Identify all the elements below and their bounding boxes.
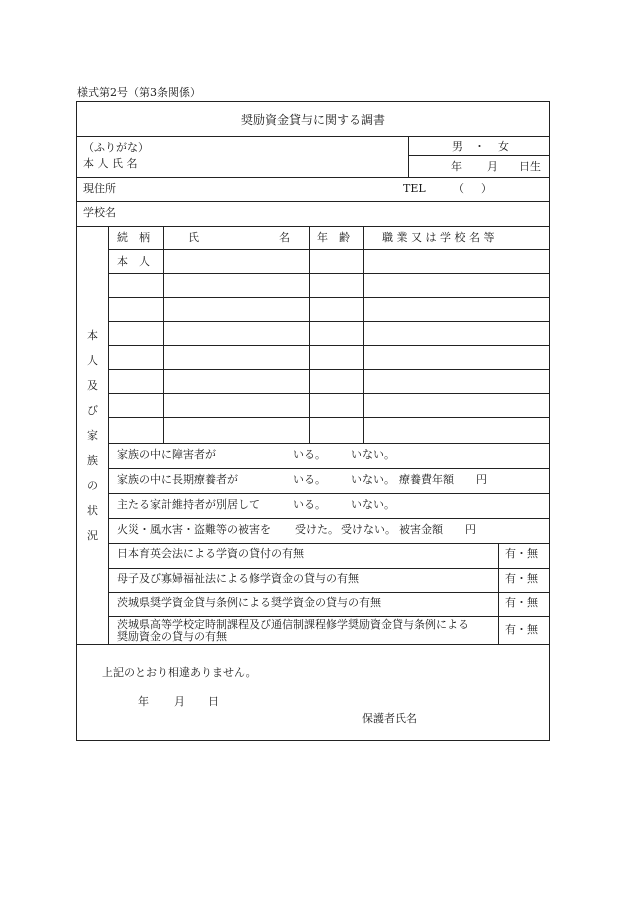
divider xyxy=(77,644,549,645)
gender-female[interactable]: 女 xyxy=(498,140,509,153)
form-title: 奨励資金貸与に関する調書 xyxy=(240,113,385,127)
loan-label: 日本育英会法による学資の貸付の有無 xyxy=(117,547,304,560)
tel-paren-close: ） xyxy=(481,182,492,195)
divider xyxy=(108,493,549,494)
date-day-label: 日 xyxy=(208,695,219,708)
condition-label: 家族の中に長期療養者が xyxy=(117,473,238,486)
side-char: 状 xyxy=(87,503,98,517)
divider xyxy=(108,616,549,617)
loan-label: 茨城県奨学資金貸与条例による奨学資金の貸与の有無 xyxy=(117,596,381,609)
divider xyxy=(108,273,549,274)
divider xyxy=(108,369,549,370)
date-year-label: 年 xyxy=(138,695,149,708)
divider xyxy=(77,136,549,137)
condition-label: 家族の中に障害者が xyxy=(117,448,216,461)
divider xyxy=(108,321,549,322)
birth-day-label: 日生 xyxy=(519,160,541,173)
gender-separator: ・ xyxy=(474,140,485,153)
self-relation-label: 本 人 xyxy=(117,255,150,268)
divider xyxy=(408,136,409,177)
divider xyxy=(77,226,549,227)
loan-answer[interactable]: 有・無 xyxy=(505,623,538,636)
divider xyxy=(108,568,549,569)
tel-label: TEL xyxy=(403,182,426,195)
side-char: の xyxy=(87,478,98,492)
name-label: 本 人 氏 名 xyxy=(83,157,138,170)
divider xyxy=(309,226,310,443)
school-label: 学校名 xyxy=(83,206,116,219)
divider xyxy=(408,155,549,156)
header-name-b: 名 xyxy=(279,231,290,244)
divider xyxy=(108,393,549,394)
loan-answer[interactable]: 有・無 xyxy=(505,596,538,609)
condition-option-no[interactable]: 受けない。 xyxy=(341,523,396,536)
divider xyxy=(498,543,499,644)
header-name-a: 氏 xyxy=(188,231,199,244)
condition-label: 主たる家計維持者が別居して xyxy=(117,498,260,511)
loan-answer[interactable]: 有・無 xyxy=(505,547,538,560)
gender-male[interactable]: 男 xyxy=(452,140,463,153)
address-label: 現住所 xyxy=(83,182,116,195)
side-char: 本 xyxy=(87,328,98,342)
divider xyxy=(108,297,549,298)
loan-answer[interactable]: 有・無 xyxy=(505,572,538,585)
birth-month-label: 月 xyxy=(487,160,498,173)
loan-label-line2: 奨励資金の貸与の有無 xyxy=(117,630,227,643)
condition-option-no[interactable]: いない。 xyxy=(351,448,395,461)
divider xyxy=(363,226,364,443)
divider xyxy=(108,249,549,250)
divider xyxy=(77,177,549,178)
date-month-label: 月 xyxy=(174,695,185,708)
side-char: 及 xyxy=(87,378,98,392)
condition-option-yes[interactable]: いる。 xyxy=(293,448,326,461)
family-section-label xyxy=(77,226,108,644)
condition-extra: 療養費年額 円 xyxy=(399,473,487,486)
divider xyxy=(108,417,549,418)
header-age: 年 齢 xyxy=(317,231,350,244)
condition-option-yes[interactable]: いる。 xyxy=(293,498,326,511)
condition-option-no[interactable]: いない。 xyxy=(351,473,395,486)
side-char: 家 xyxy=(87,428,98,442)
header-relation: 続 柄 xyxy=(117,231,150,244)
divider xyxy=(108,518,549,519)
divider xyxy=(108,345,549,346)
furigana-label: （ふりがな） xyxy=(83,141,149,154)
side-char: び xyxy=(87,403,98,417)
side-char: 況 xyxy=(87,528,98,542)
condition-option-yes[interactable]: いる。 xyxy=(293,473,326,486)
header-occupation: 職 業 又 は 学 校 名 等 xyxy=(382,231,495,244)
declaration-text: 上記のとおり相違ありません。 xyxy=(102,666,257,679)
loan-label: 母子及び寡婦福祉法による修学資金の貸与の有無 xyxy=(117,572,359,585)
condition-option-yes[interactable]: 受けた。 xyxy=(295,523,339,536)
survey-form xyxy=(76,101,550,741)
divider xyxy=(77,201,549,202)
divider xyxy=(163,226,164,443)
tel-paren-open: （ xyxy=(453,182,464,195)
loan-label-line1: 茨城県高等学校定時制課程及び通信制課程修学奨励資金貸与条例による xyxy=(117,618,469,631)
guardian-name-label: 保護者氏名 xyxy=(362,712,417,725)
divider xyxy=(108,468,549,469)
divider xyxy=(108,592,549,593)
side-char: 族 xyxy=(87,453,98,467)
form-number: 様式第2号（第3条関係） xyxy=(77,86,201,99)
condition-label: 火災・風水害・盗難等の被害を xyxy=(117,523,271,536)
condition-extra: 被害金額 円 xyxy=(399,523,476,536)
divider xyxy=(108,226,109,644)
divider xyxy=(108,543,549,544)
divider xyxy=(108,443,549,444)
side-char: 人 xyxy=(87,353,98,367)
birth-year-label: 年 xyxy=(451,160,462,173)
condition-option-no[interactable]: いない。 xyxy=(351,498,395,511)
